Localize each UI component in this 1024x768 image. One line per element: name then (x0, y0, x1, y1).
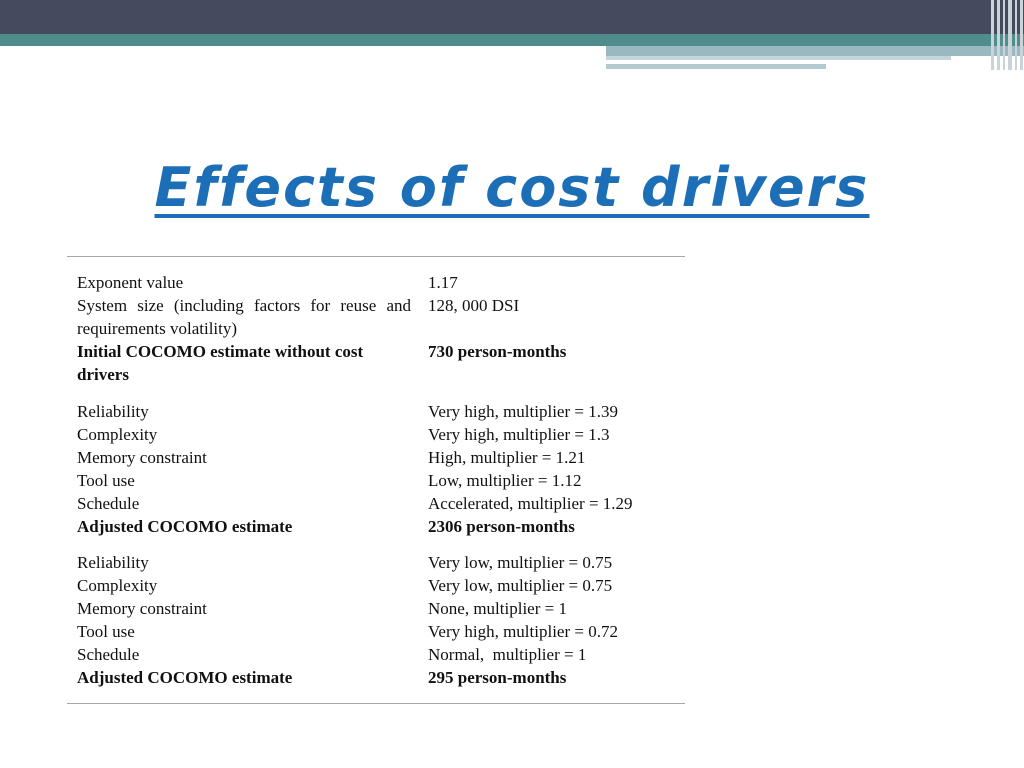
header-band-dark (0, 0, 1024, 34)
row-label: Tool use (77, 622, 135, 641)
row-label: Schedule (77, 645, 140, 664)
row-label: Complexity (77, 425, 158, 444)
header-vertical-stripes (991, 0, 1024, 70)
row-value: 730 person-months (428, 342, 567, 361)
row-label: Complexity (77, 576, 158, 595)
header-band-light-short (606, 64, 826, 69)
header-band-teal (0, 34, 1024, 46)
row-label: Initial COCOMO estimate without cost drivers (77, 342, 364, 384)
row-label: System size (including factors for reuse and requirements volatility) (77, 296, 411, 338)
row-label: Adjusted COCOMO estimate (77, 668, 293, 687)
row-value: Very high, multiplier = 1.3 (428, 425, 610, 444)
row-label: Schedule (77, 494, 140, 513)
row-value: 2306 person-months (428, 517, 575, 536)
row-label: Reliability (77, 553, 149, 572)
row-value: Normal, multiplier = 1 (428, 645, 587, 664)
row-label: Tool use (77, 471, 135, 490)
header-band-light (606, 46, 1024, 56)
row-label: Memory constraint (77, 448, 207, 467)
cost-drivers-table (67, 256, 685, 704)
row-value: Accelerated, multiplier = 1.29 (428, 494, 633, 513)
row-label: Reliability (77, 402, 149, 421)
row-value: 128, 000 DSI (428, 296, 520, 315)
row-value: Very high, multiplier = 1.39 (428, 402, 618, 421)
row-value: 1.17 (428, 273, 458, 292)
row-value: None, multiplier = 1 (428, 599, 567, 618)
row-label: Exponent value (77, 273, 184, 292)
row-value: Very high, multiplier = 0.72 (428, 622, 618, 641)
row-value: Very low, multiplier = 0.75 (428, 576, 613, 595)
row-value: Very low, multiplier = 0.75 (428, 553, 613, 572)
row-label: Adjusted COCOMO estimate (77, 517, 293, 536)
header-band-light-thin (606, 56, 951, 60)
row-value: 295 person-months (428, 668, 567, 687)
row-value: High, multiplier = 1.21 (428, 448, 586, 467)
row-value: Low, multiplier = 1.12 (428, 471, 582, 490)
slide-title: Effects of cost drivers (154, 156, 870, 219)
row-label: Memory constraint (77, 599, 207, 618)
